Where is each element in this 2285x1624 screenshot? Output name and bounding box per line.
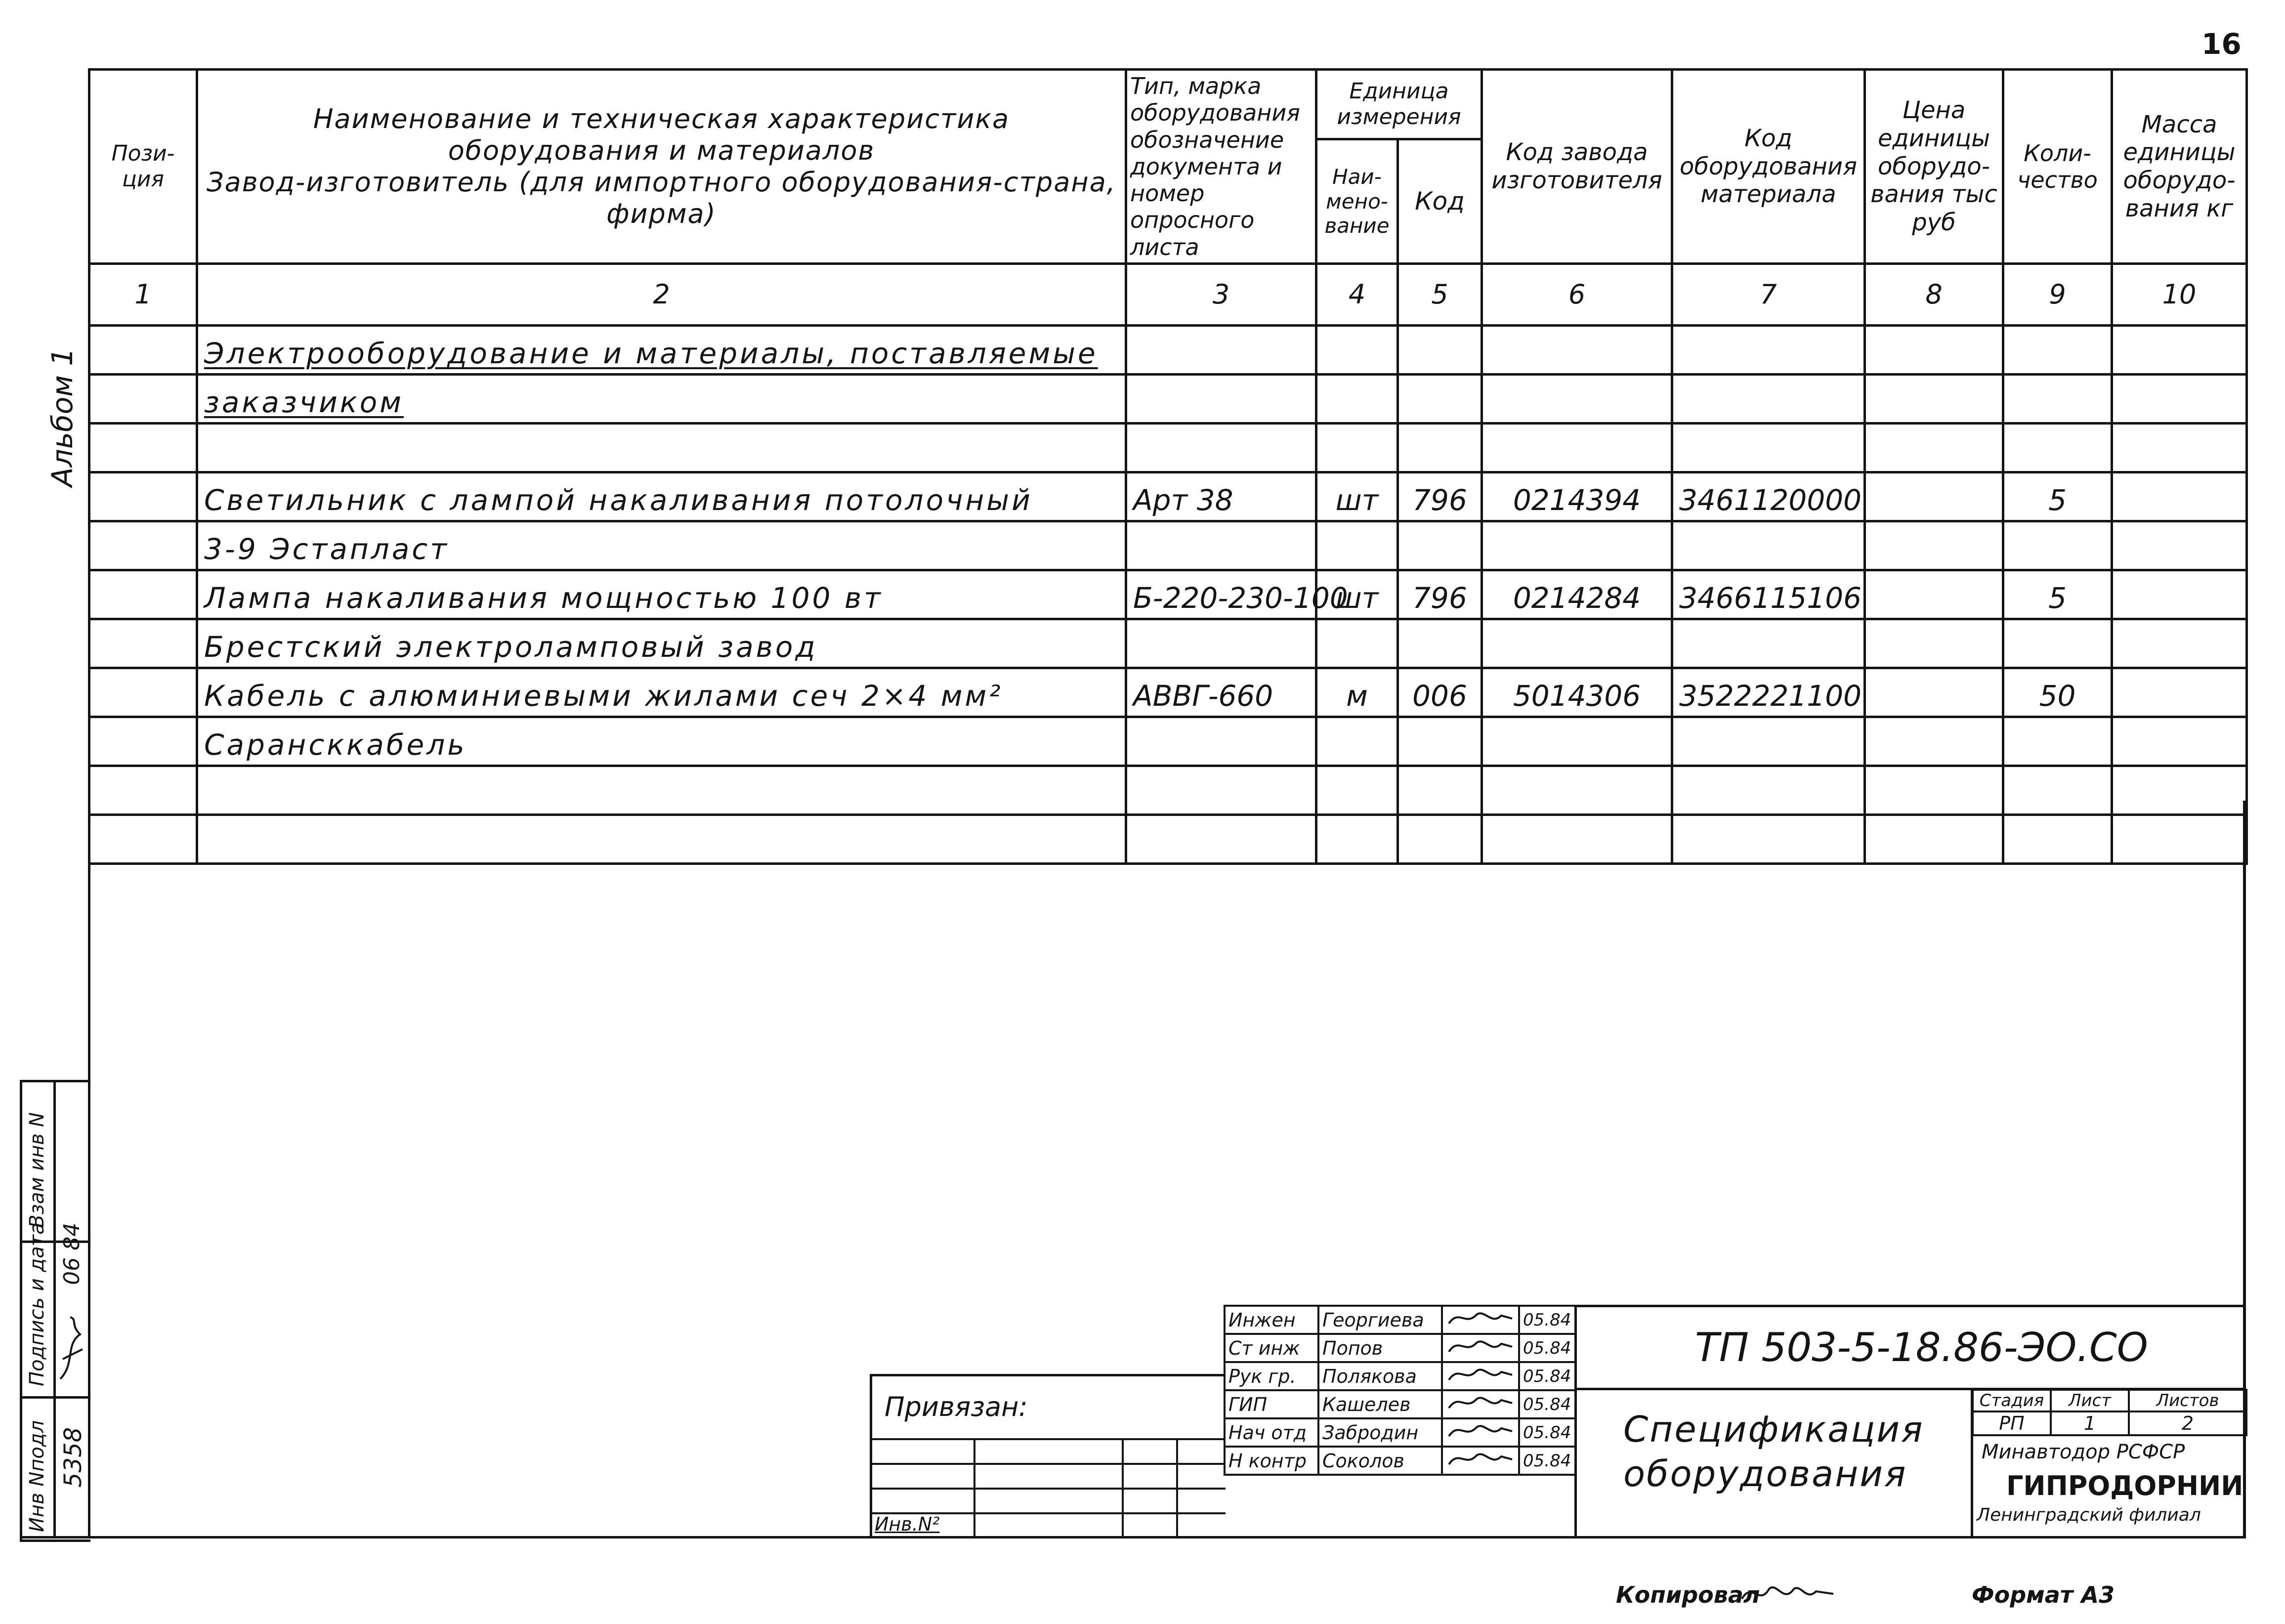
quantity-cell: 5 (2003, 570, 2112, 619)
stage-label: Стадия (1973, 1390, 2051, 1411)
colnum-6: 6 (1482, 263, 1672, 325)
name-cell: Лампа накаливания мощностью 100 вт (197, 570, 1126, 619)
sheet-number: 16 (2201, 27, 2242, 61)
signature-scribble-icon (1446, 1307, 1515, 1328)
name-cell: Светильник с лампой накаливания потолочный (197, 472, 1126, 521)
colnum-5: 5 (1398, 263, 1482, 325)
header-unit-group-text: Единица измерения (1337, 79, 1461, 130)
table-row (89, 570, 2247, 619)
equipment-code-cell (1672, 619, 1865, 668)
name-cell (197, 423, 1126, 472)
inventory-number-label: Инв.N² (875, 1513, 940, 1535)
unit-cell: м (1316, 668, 1398, 717)
quantity-cell: 50 (2003, 668, 2112, 717)
signer-row (1225, 1362, 1576, 1390)
organization-line1: Минавтодор РСФСР (1982, 1441, 2185, 1463)
header-unit-group (1316, 70, 1482, 139)
unit-cell (1316, 325, 1398, 374)
signer-row (1225, 1334, 1576, 1362)
mass-cell (2112, 570, 2247, 619)
equipment-code-cell (1672, 521, 1865, 570)
sheets-value: 2 (2129, 1411, 2246, 1435)
quantity-cell (2003, 423, 2112, 472)
specification-table (88, 68, 2248, 865)
equipment-code-cell: 3461120000 (1672, 472, 1865, 521)
header-quantity-text: Коли- чество (2017, 139, 2098, 193)
signature-scribble-icon (1446, 1419, 1515, 1441)
copied-by-label: Копировал (1616, 1581, 1760, 1608)
position-cell (89, 521, 197, 570)
type-cell (1126, 619, 1316, 668)
equipment-code-cell (1672, 325, 1865, 374)
equipment-code-cell (1672, 423, 1865, 472)
colnum-4: 4 (1316, 263, 1398, 325)
equipment-code-cell (1672, 374, 1865, 423)
position-cell (89, 668, 197, 717)
table-row (89, 717, 2247, 766)
factory-code-cell (1482, 619, 1672, 668)
signers-table (1224, 1305, 1577, 1476)
table-row (89, 374, 2247, 423)
document-title-line2: оборудования (1623, 1453, 1907, 1495)
name-cell: Электрооборудование и материалы, поставляемые (197, 325, 1126, 374)
type-cell (1126, 325, 1316, 374)
price-cell (1865, 619, 2003, 668)
unit-code-cell (1398, 325, 1482, 374)
unit-code-cell: 796 (1398, 570, 1482, 619)
paper-format-label: Формат А3 (1972, 1581, 2115, 1608)
header-unit-code-text: Код (1415, 186, 1465, 215)
margin-inv-label: Инв Nподл (26, 1420, 48, 1532)
unit-code-cell (1398, 717, 1482, 766)
signer-name: Забродин (1318, 1418, 1442, 1447)
signer-signature (1442, 1418, 1519, 1447)
equipment-code-cell (1672, 717, 1865, 766)
type-cell (1126, 374, 1316, 423)
document-code: ТП 503-5-18.86-ЭО.СО (1695, 1325, 2148, 1370)
signature-scribble-icon (1446, 1448, 1515, 1469)
signer-name: Попов (1318, 1334, 1442, 1362)
price-cell (1865, 374, 2003, 423)
margin-divider (20, 1396, 88, 1399)
organization-line2: ГИПРОДОРНИИ (2006, 1470, 2243, 1501)
sheet-right-border (2243, 801, 2246, 1539)
colnum-1: 1 (89, 263, 197, 325)
signer-row (1225, 1390, 1576, 1418)
sheet-bottom-border (20, 1536, 2245, 1539)
position-cell (89, 717, 197, 766)
organization-line3: Ленинградский филиал (1977, 1505, 2201, 1525)
signer-signature (1442, 1306, 1519, 1334)
binding-grid (1176, 1438, 1178, 1537)
signer-role: Н контр (1225, 1447, 1318, 1475)
factory-code-cell (1482, 423, 1672, 472)
type-cell (1126, 521, 1316, 570)
unit-cell: шт (1316, 570, 1398, 619)
header-unit-price (1865, 70, 2003, 264)
mass-cell (2112, 374, 2247, 423)
position-cell (89, 374, 197, 423)
binding-grid (870, 1463, 1226, 1465)
unit-code-cell: 006 (1398, 668, 1482, 717)
header-equipment-code (1672, 70, 1865, 264)
mass-cell (2112, 472, 2247, 521)
quantity-cell (2003, 619, 2112, 668)
type-cell: Арт 38 (1126, 472, 1316, 521)
signer-date: 05.84 (1519, 1447, 1576, 1475)
table-row (89, 668, 2247, 717)
specification-rows (89, 325, 2247, 863)
signer-date: 05.84 (1519, 1334, 1576, 1362)
stage-value: РП (1973, 1411, 2051, 1435)
header-equipment-code-text: Код оборудования материала (1680, 124, 1857, 209)
mass-cell (2112, 423, 2247, 472)
signer-role: ГИП (1225, 1390, 1318, 1418)
header-position-text: Пози- ция (111, 141, 175, 192)
signer-row (1225, 1447, 1576, 1475)
signer-date: 05.84 (1519, 1390, 1576, 1418)
colnum-7: 7 (1672, 263, 1865, 325)
table-row (89, 521, 2247, 570)
signer-role: Ст инж (1225, 1334, 1318, 1362)
factory-code-cell (1482, 717, 1672, 766)
unit-cell (1316, 619, 1398, 668)
signer-date: 05.84 (1519, 1306, 1576, 1334)
header-type (1126, 70, 1316, 264)
signer-row (1225, 1306, 1576, 1334)
price-cell (1865, 717, 2003, 766)
colnum-10: 10 (2112, 263, 2247, 325)
factory-code-cell (1482, 325, 1672, 374)
signer-name: Полякова (1318, 1362, 1442, 1390)
mass-cell (2112, 717, 2247, 766)
factory-code-cell: 0214284 (1482, 570, 1672, 619)
margin-divider (53, 1080, 56, 1537)
quantity-cell (2003, 374, 2112, 423)
margin-inv-value: 5358 (59, 1427, 87, 1488)
price-cell (1865, 668, 2003, 717)
signer-role: Нач отд (1225, 1418, 1318, 1447)
price-cell (1865, 325, 2003, 374)
unit-cell (1316, 423, 1398, 472)
signer-date: 05.84 (1519, 1418, 1576, 1447)
margin-replace-label: Взам инв N (26, 1112, 48, 1228)
position-cell (89, 423, 197, 472)
position-cell (89, 619, 197, 668)
signer-signature (1442, 1362, 1519, 1390)
unit-cell: шт (1316, 472, 1398, 521)
header-factory-code-text: Код завода изготовителя (1491, 138, 1662, 194)
equipment-code-cell: 3522221100 (1672, 668, 1865, 717)
unit-cell (1316, 374, 1398, 423)
signature-scribble-icon (1446, 1391, 1515, 1413)
unit-code-cell (1398, 423, 1482, 472)
factory-code-cell (1482, 374, 1672, 423)
copier-signature-graphic (1739, 1579, 1838, 1609)
signature-scribble-icon (1446, 1363, 1515, 1385)
price-cell (1865, 423, 2003, 472)
quantity-cell (2003, 717, 2112, 766)
name-cell: Брестский электроламповый завод (197, 619, 1126, 668)
sheet-label: Лист (2051, 1390, 2129, 1411)
margin-sign-value: 06 84 (59, 1223, 85, 1285)
binding-grid (870, 1438, 1226, 1440)
colnum-9: 9 (2003, 263, 2112, 325)
binding-grid (973, 1438, 975, 1537)
header-unit-name-text: Наи- мено- вание (1324, 165, 1390, 238)
signer-signature (1442, 1390, 1519, 1418)
type-cell (1126, 423, 1316, 472)
album-label: Альбом 1 (45, 347, 79, 487)
name-cell: Саранcккабель (197, 717, 1126, 766)
signer-date: 05.84 (1519, 1362, 1576, 1390)
quantity-cell (2003, 521, 2112, 570)
colnum-2: 2 (197, 263, 1126, 325)
signer-name: Кашелев (1318, 1390, 1442, 1418)
quantity-cell (2003, 325, 2112, 374)
factory-code-cell: 0214394 (1482, 472, 1672, 521)
sheet-value: 1 (2051, 1411, 2129, 1435)
unit-code-cell (1398, 374, 1482, 423)
header-quantity (2003, 70, 2112, 264)
unit-code-cell (1398, 619, 1482, 668)
price-cell (1865, 570, 2003, 619)
unit-code-cell: 796 (1398, 472, 1482, 521)
margin-sign-label: Подпись и дата (26, 1222, 48, 1386)
signer-role: Инжен (1225, 1306, 1318, 1334)
table-row (89, 472, 2247, 521)
name-cell: 3-9 Эстапласт (197, 521, 1126, 570)
signer-name: Соколов (1318, 1447, 1442, 1475)
name-cell: Кабель с алюминиевыми жилами сеч 2×4 мм² (197, 668, 1126, 717)
unit-code-cell (1398, 521, 1482, 570)
name-cell: заказчиком (197, 374, 1126, 423)
sheets-label: Листов (2129, 1390, 2246, 1411)
signer-role: Рук гр. (1225, 1362, 1318, 1390)
binding-label: Привязан: (885, 1391, 1028, 1422)
price-cell (1865, 521, 2003, 570)
header-name (197, 70, 1126, 264)
mass-cell (2112, 325, 2247, 374)
header-unit-mass-text: Масса единицы оборудо-вания кг (2123, 110, 2236, 222)
signature-scribble-icon (1446, 1335, 1515, 1357)
unit-cell (1316, 717, 1398, 766)
factory-code-cell: 5014306 (1482, 668, 1672, 717)
type-cell: Б-220-230-100 (1126, 570, 1316, 619)
header-unit-price-text: Цена единицы оборудо-вания тыс руб (1870, 96, 1997, 236)
header-unit-code (1398, 139, 1482, 264)
type-cell: АВВГ-660 (1126, 668, 1316, 717)
table-row (89, 325, 2247, 374)
header-name-text: Наименование и техническая характеристика оборудования и материалов Завод-изготовитель (для импортного оборудования-страна, фирма) (207, 103, 1116, 229)
header-factory-code (1482, 70, 1672, 264)
mass-cell (2112, 668, 2247, 717)
table-row (89, 619, 2247, 668)
signer-signature (1442, 1334, 1519, 1362)
signer-row (1225, 1418, 1576, 1447)
binding-grid (1122, 1438, 1124, 1537)
position-cell (89, 472, 197, 521)
mass-cell (2112, 619, 2247, 668)
factory-code-cell (1482, 521, 1672, 570)
table-row (89, 423, 2247, 472)
type-cell (1126, 717, 1316, 766)
header-position (89, 70, 197, 264)
header-unit-name (1316, 139, 1398, 264)
binding-grid (870, 1488, 1226, 1490)
unit-cell (1316, 521, 1398, 570)
position-cell (89, 570, 197, 619)
equipment-code-cell: 3466115106 (1672, 570, 1865, 619)
document-title-line1: Спецификация (1623, 1409, 1924, 1450)
margin-signature-graphic (55, 1315, 86, 1384)
quantity-cell: 5 (2003, 472, 2112, 521)
colnum-8: 8 (1865, 263, 2003, 325)
mass-cell (2112, 521, 2247, 570)
position-cell (89, 325, 197, 374)
signer-signature (1442, 1447, 1519, 1475)
price-cell (1865, 472, 2003, 521)
colnum-3: 3 (1126, 263, 1316, 325)
header-type-text: Тип, марка оборудования обозначение документа и номер опросного листа (1130, 73, 1300, 260)
stage-table (1972, 1389, 2247, 1436)
signer-name: Георгиева (1318, 1306, 1442, 1334)
header-unit-mass (2112, 70, 2247, 264)
